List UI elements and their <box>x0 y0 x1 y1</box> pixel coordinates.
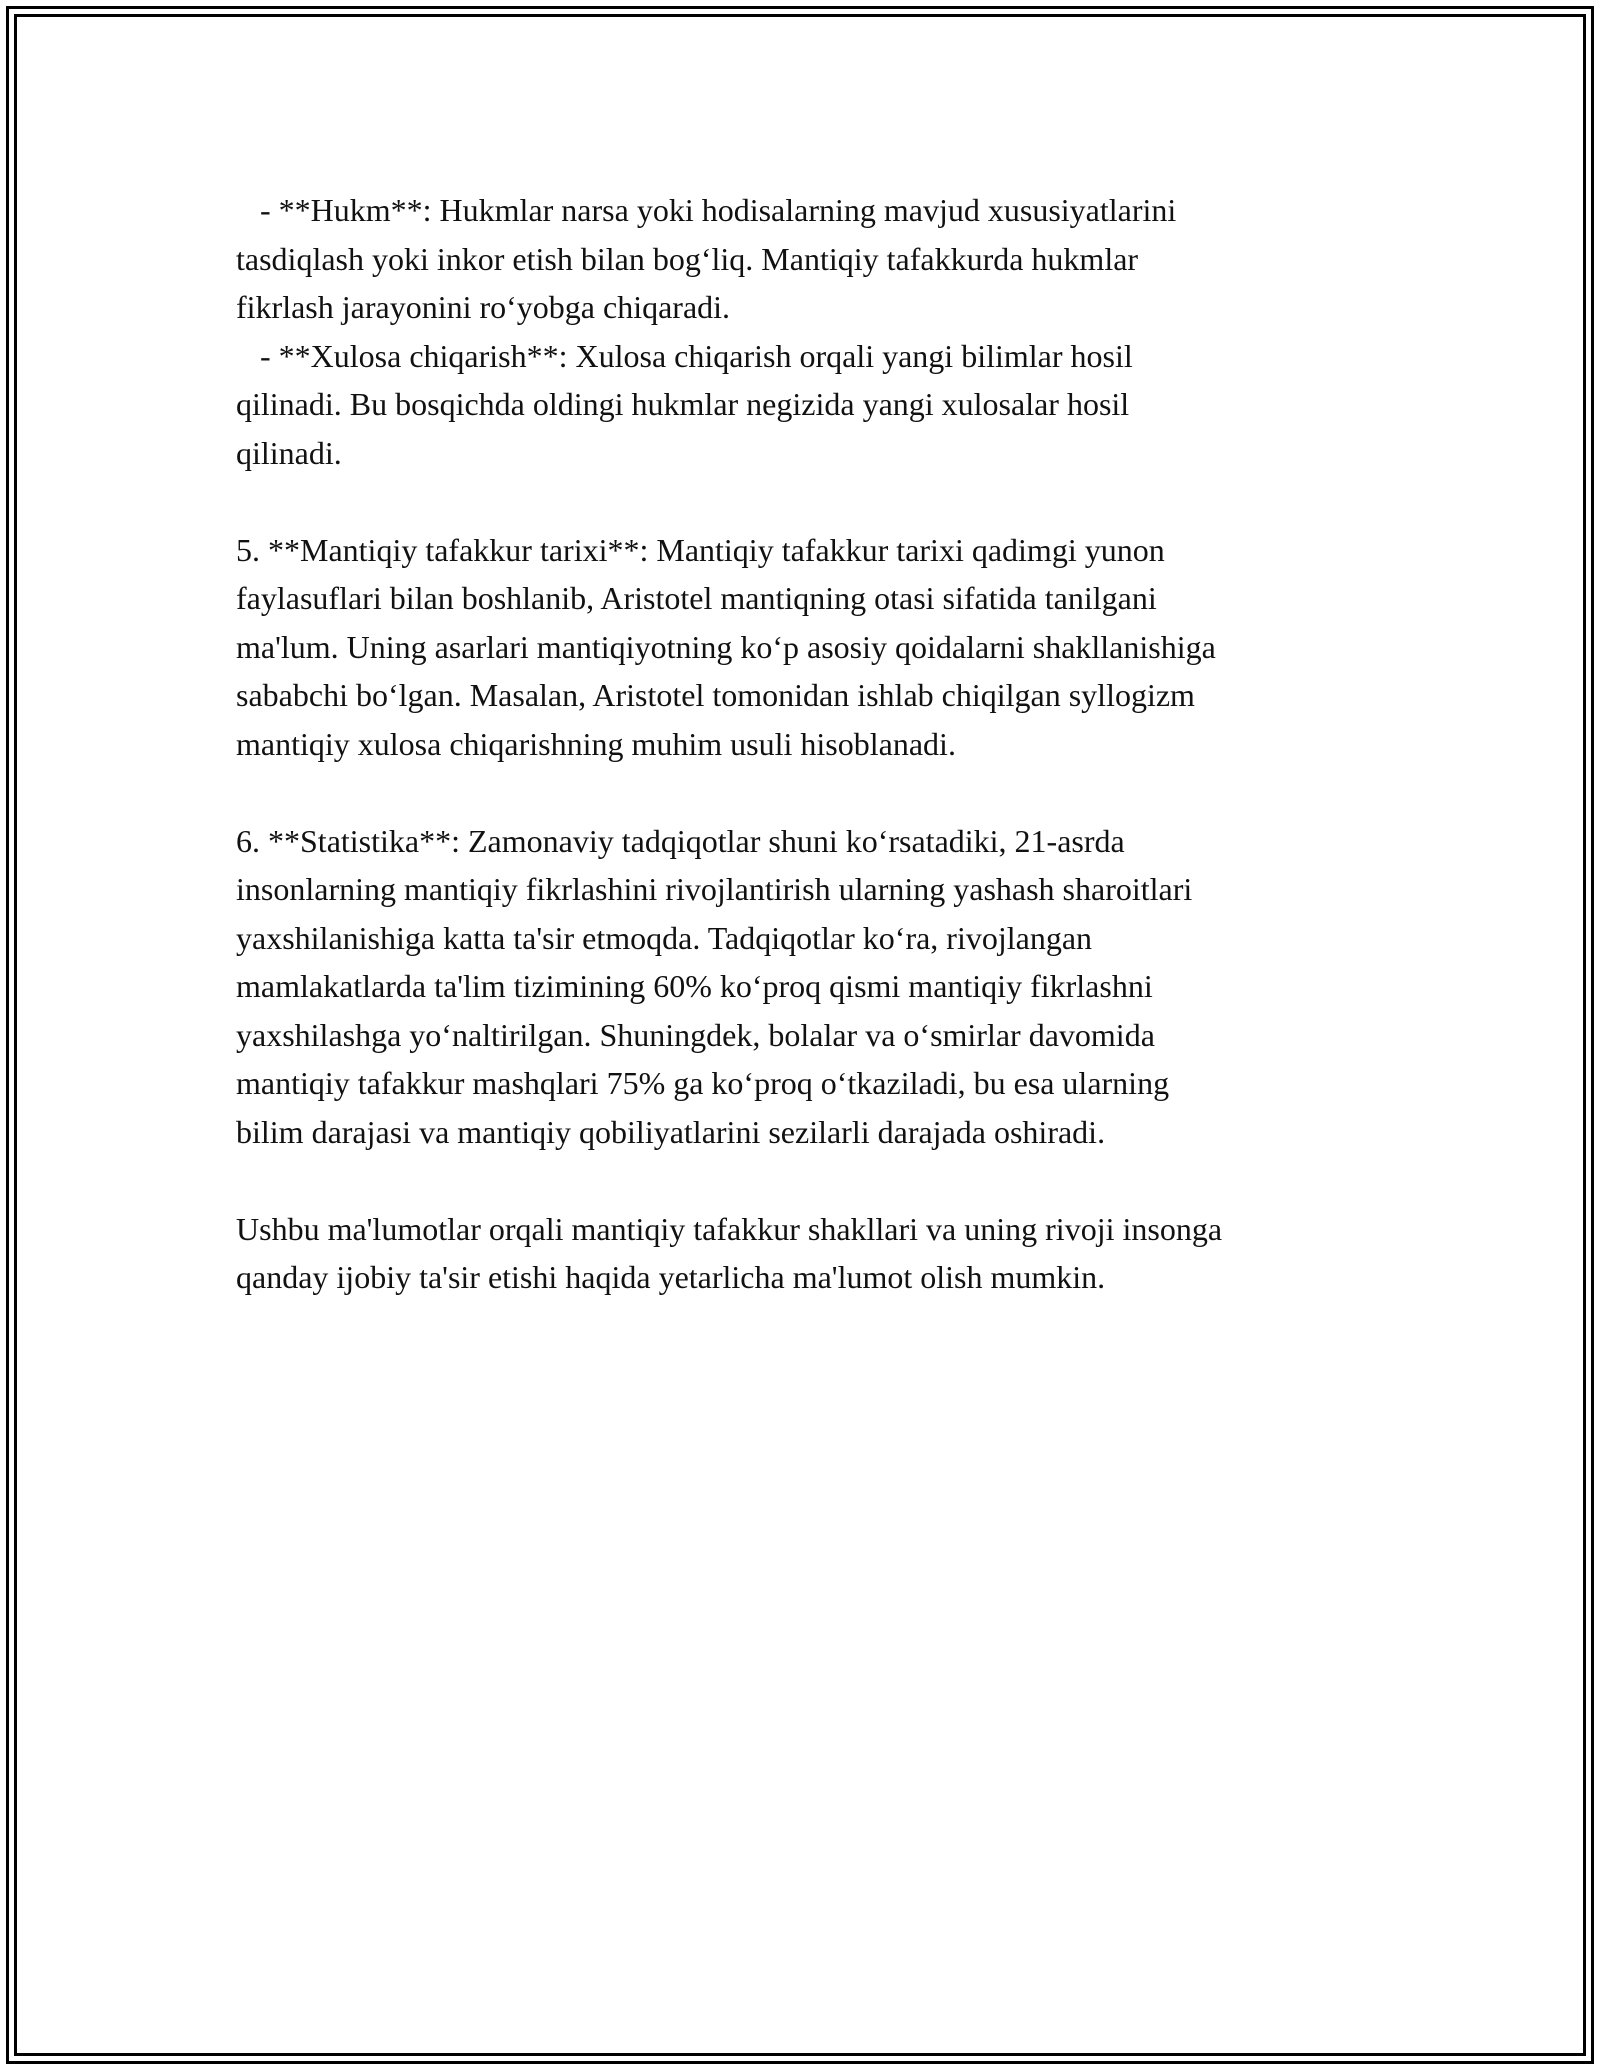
text-line: mantiqiy tafakkur mashqlari 75% ga ko‘proq o‘tkaziladi, bu esa ularning <box>236 1065 1170 1101</box>
text-line: 5. **Mantiqiy tafakkur tarixi**: Mantiqiy tafakkur tarixi qadimgi yunon <box>236 531 1165 568</box>
text-line: faylasuflari bilan boshlanib, Aristotel mantiqning otasi sifatida tanilgani <box>236 580 1157 616</box>
section-mantiqiy-tafakkur-tarixi <box>236 526 1416 769</box>
document-body <box>236 186 1416 1302</box>
text-line: sababchi bo‘lgan. Masalan, Aristotel tomonidan ishlab chiqilgan syllogizm <box>236 677 1195 713</box>
text-line: fikrlash jarayonini ro‘yobga chiqaradi. <box>236 289 731 325</box>
text-line: tasdiqlash yoki inkor etish bilan bog‘liq. Mantiqiy tafakkurda hukmlar <box>236 240 1139 277</box>
text-line: qilinadi. <box>236 434 342 471</box>
text-line: Ushbu ma'lumotlar orqali mantiqiy tafakkur shakllari va uning rivoji insonga <box>236 1210 1223 1247</box>
paragraph-gap <box>236 768 1416 817</box>
text-line: yaxshilashga yo‘naltirilgan. Shuningdek, bolalar va o‘smirlar davomida <box>236 1016 1155 1053</box>
text-line: 6. **Statistika**: Zamonaviy tadqiqotlar shuni ko‘rsatadiki, 21-asrda <box>236 822 1125 859</box>
text-line: qanday ijobiy ta'sir etishi haqida yetarlicha ma'lumot olish mumkin. <box>236 1259 1106 1295</box>
text-line: ma'lum. Uning asarlari mantiqiyotning ko‘p asosiy qoidalarni shakllanishiga <box>236 628 1216 665</box>
section-statistika <box>236 817 1416 1157</box>
text-line: - **Hukm**: Hukmlar narsa yoki hodisalarning mavjud xususiyatlarini <box>236 192 1177 228</box>
text-line: qilinadi. Bu bosqichda oldingi hukmlar negizida yangi xulosalar hosil <box>236 386 1130 422</box>
text-line: mantiqiy xulosa chiqarishning muhim usuli hisoblanadi. <box>236 725 956 762</box>
section-conclusion <box>236 1205 1416 1302</box>
paragraph-gap <box>236 1156 1416 1205</box>
text-line: mamlakatlarda ta'lim tizimining 60% ko‘proq qismi mantiqiy fikrlashni <box>236 968 1153 1004</box>
text-line: bilim darajasi va mantiqiy qobiliyatlarini sezilarli darajada oshiradi. <box>236 1113 1106 1150</box>
paragraph-gap <box>236 477 1416 526</box>
text-line: - **Xulosa chiqarish**: Xulosa chiqarish orqali yangi bilimlar hosil <box>236 337 1133 374</box>
text-line: yaxshilanishiga katta ta'sir etmoqda. Tadqiqotlar ko‘ra, rivojlangan <box>236 919 1093 956</box>
text-line: insonlarning mantiqiy fikrlashini rivojlantirish ularning yashash sharoitlari <box>236 871 1193 907</box>
section-hukm-xulosa <box>236 186 1416 477</box>
